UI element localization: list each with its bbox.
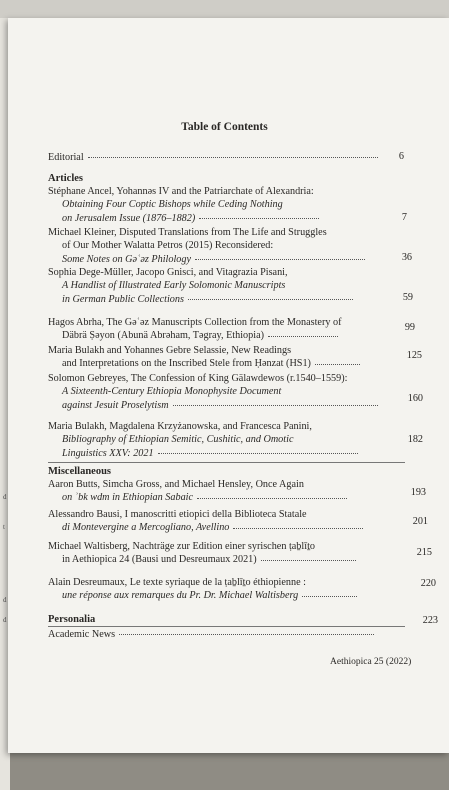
leader-dots (261, 560, 356, 561)
page-number: 59 (402, 292, 413, 303)
page-number: 193 (410, 487, 426, 498)
section-heading-articles: Articles (48, 173, 83, 184)
leader-dots (158, 453, 358, 454)
edge-mark: d (3, 616, 7, 624)
page-title: Table of Contents (181, 121, 268, 133)
toc-entry-editorial: Editorial (48, 151, 410, 164)
page-number: 7 (401, 212, 407, 223)
page-number: 160 (407, 393, 423, 404)
leader-dots (233, 528, 363, 529)
leader-dots (119, 634, 374, 635)
leader-dots (199, 218, 319, 219)
leader-dots (88, 157, 378, 158)
toc-entry: Solomon Gebreyes, The Confession of King Gälawdewos (r.1540–1559): A Sixteenth-Century Ethiopia Monophysite Document against Jesuit Proselytism (48, 372, 410, 412)
toc-entry: Alessandro Bausi, I manoscritti etiopici della Biblioteca Statale di Montevergine a Mercogliano, Avellino (48, 508, 410, 535)
section-divider (48, 462, 405, 463)
leader-dots (195, 259, 365, 260)
toc-entry: Stéphane Ancel, Yohannəs IV and the Patriarchate of Alexandria: Obtaining Four Coptic Bishops while Ceding Nothing on Jerusalem Issue (1876–1882) (48, 185, 410, 225)
leader-dots (268, 336, 338, 337)
leader-dots (197, 498, 347, 499)
section-divider (48, 626, 405, 627)
page-number: 36 (401, 252, 412, 263)
section-heading-personalia: Personalia (48, 614, 96, 625)
leader-dots (188, 299, 353, 300)
toc-entry: Alain Desreumaux, Le texte syriaque de la ṭaḇlīṯo éthiopienne : une réponse aux remarques du Pr. Dr. Michael Waltisberg (48, 576, 410, 603)
page-number: 220 (420, 578, 436, 589)
page-number: 182 (407, 434, 423, 445)
toc-entry: Maria Bulakh and Yohannes Gebre Selassie, New Readings and Interpretations on the Inscribed Stele from Ḥənzat (HS1) (48, 344, 410, 371)
toc-entry: Academic News (48, 628, 410, 641)
page-number: 223 (422, 615, 438, 626)
toc-entry: Sophia Dege-Müller, Jacopo Gnisci, and Vitagrazia Pisani, A Handlist of Illustrated Early Solomonic Manuscripts in German Public Collections (48, 266, 410, 306)
leader-dots (315, 364, 360, 365)
journal-footer: Aethiopica 25 (2022) (330, 657, 412, 667)
page-number: 125 (406, 350, 422, 361)
toc-entry: Maria Bulakh, Magdalena Krzyżanowska, and Francesca Panini, Bibliography of Ethiopian Semitic, Cushitic, and Omotic Linguistics XXV: 2021 (48, 420, 410, 460)
edge-mark: d (3, 493, 7, 501)
page-number: 201 (412, 516, 428, 527)
leader-dots (173, 405, 378, 406)
leader-dots (302, 596, 357, 597)
page-number: 99 (404, 322, 415, 333)
toc-entry: Hagos Abrha, The Gəʿəz Manuscripts Collection from the Monastery of Däbrä Ṣəyon (Abunä Abrəham, Təgray, Ethiopia) (48, 317, 342, 342)
toc-entry: Aaron Butts, Simcha Gross, and Michael Hensley, Once Again on ʾbk wdm in Ethiopian Sabaic (48, 478, 410, 505)
edge-mark: t (3, 523, 5, 531)
toc-entry: Michael Waltisberg, Nachträge zur Edition einer syrischen ṭaḇlīṯo in Aethiopica 24 (Bausi und Desreumaux 2021) (48, 540, 410, 567)
page-number: 6 (398, 151, 404, 162)
section-heading-miscellaneous: Miscellaneous (48, 466, 111, 477)
toc-entry: Michael Kleiner, Disputed Translations from The Life and Struggles of Our Mother Walatta Petros (2015) Reconsidered: Some Notes on Gəʿəz Philology (48, 226, 410, 266)
page-number: 215 (416, 547, 432, 558)
edge-mark: d (3, 596, 7, 604)
